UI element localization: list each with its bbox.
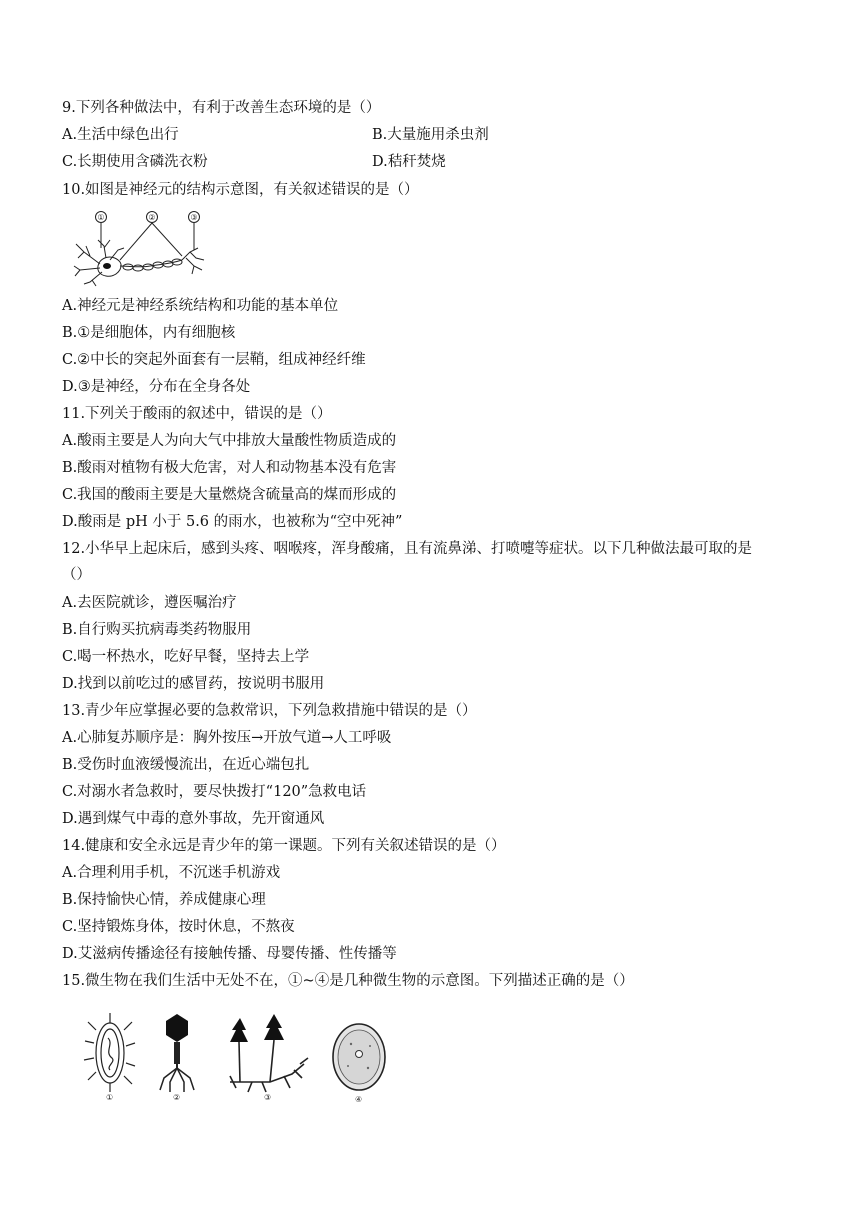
- q11-option-b: B.酸雨对植物有极大危害，对人和动物基本没有危害: [62, 460, 397, 476]
- q9-stem: 9.下列各种做法中，有利于改善生态环境的是（）: [62, 100, 381, 116]
- q12-option-b: B.自行购买抗病毒类药物服用: [62, 622, 252, 638]
- q9-option-a: A.生活中绿色出行: [62, 127, 179, 143]
- neuron-label-3: ③: [190, 213, 198, 222]
- q12-option-d: D.找到以前吃过的感冒药，按说明书服用: [62, 676, 325, 692]
- q13-option-a: A.心肺复苏顺序是：胸外按压→开放气道→人工呼吸: [62, 730, 392, 746]
- neuron-diagram: [70, 208, 210, 288]
- microbe-label-4: ④: [355, 1095, 363, 1104]
- q14-stem: 14.健康和安全永远是青少年的第一课题。下列有关叙述错误的是（）: [62, 838, 506, 854]
- microorganism-diagram: [80, 1008, 400, 1106]
- q11-stem: 11.下列关于酸雨的叙述中，错误的是（）: [62, 406, 332, 422]
- q10-option-c: C.②中长的突起外面套有一层鞘，组成神经纤维: [62, 352, 366, 368]
- q14-option-b: B.保持愉快心情，养成健康心理: [62, 892, 266, 908]
- q9-option-d: D.秸秆焚烧: [372, 154, 446, 170]
- q11-option-a: A.酸雨主要是人为向大气中排放大量酸性物质造成的: [62, 433, 397, 449]
- neuron-label-2: ②: [148, 213, 156, 222]
- q13-option-d: D.遇到煤气中毒的意外事故，先开窗通风: [62, 811, 325, 827]
- q14-option-a: A.合理利用手机，不沉迷手机游戏: [62, 865, 281, 881]
- q11-option-c: C.我国的酸雨主要是大量燃烧含硫量高的煤而形成的: [62, 487, 397, 503]
- q12-option-a: A.去医院就诊，遵医嘱治疗: [62, 595, 237, 611]
- q13-stem: 13.青少年应掌握必要的急救常识，下列急救措施中错误的是（）: [62, 703, 477, 719]
- q12-option-c: C.喝一杯热水，吃好早餐，坚持去上学: [62, 649, 310, 665]
- bacterium-figure: [84, 1013, 135, 1092]
- q15-stem: 15.微生物在我们生活中无处不在，①~④是几种微生物的示意图。下列描述正确的是（）: [62, 973, 634, 989]
- q9-option-c: C.长期使用含磷洗衣粉: [62, 154, 208, 170]
- mold-figure: [230, 1014, 308, 1092]
- q10-option-b: B.①是细胞体，内有细胞核: [62, 325, 236, 341]
- q13-option-c: C.对溺水者急救时，要尽快拨打“120”急救电话: [62, 784, 367, 800]
- q10-option-a: A.神经元是神经系统结构和功能的基本单位: [62, 298, 339, 314]
- microbe-label-3: ③: [264, 1093, 272, 1102]
- q10-option-d: D.③是神经，分布在全身各处: [62, 379, 251, 395]
- q9-option-b: B.大量施用杀虫剂: [372, 127, 489, 143]
- yeast-figure: [333, 1024, 385, 1090]
- q12-stem: 12.小华早上起床后，感到头疼、咽喉疼，浑身酸痛，且有流鼻涕、打喷嚏等症状。以下几种做法最可取的是: [62, 541, 753, 557]
- q14-option-c: C.坚持锻炼身体，按时休息，不熬夜: [62, 919, 295, 935]
- q14-option-d: D.艾滋病传播途径有接触传播、母婴传播、性传播等: [62, 946, 397, 962]
- q13-option-b: B.受伤时血液缓慢流出，在近心端包扎: [62, 757, 310, 773]
- q10-stem: 10.如图是神经元的结构示意图，有关叙述错误的是（）: [62, 182, 419, 198]
- microbe-label-2: ②: [173, 1093, 181, 1102]
- microbe-label-1: ①: [106, 1093, 114, 1102]
- neuron-label-1: ①: [97, 213, 105, 222]
- q12-stem-cont: （）: [62, 567, 91, 583]
- q11-option-d: D.酸雨是 pH 小于 5.6 的雨水，也被称为“空中死神”: [62, 514, 403, 530]
- bacteriophage-figure: [160, 1014, 194, 1092]
